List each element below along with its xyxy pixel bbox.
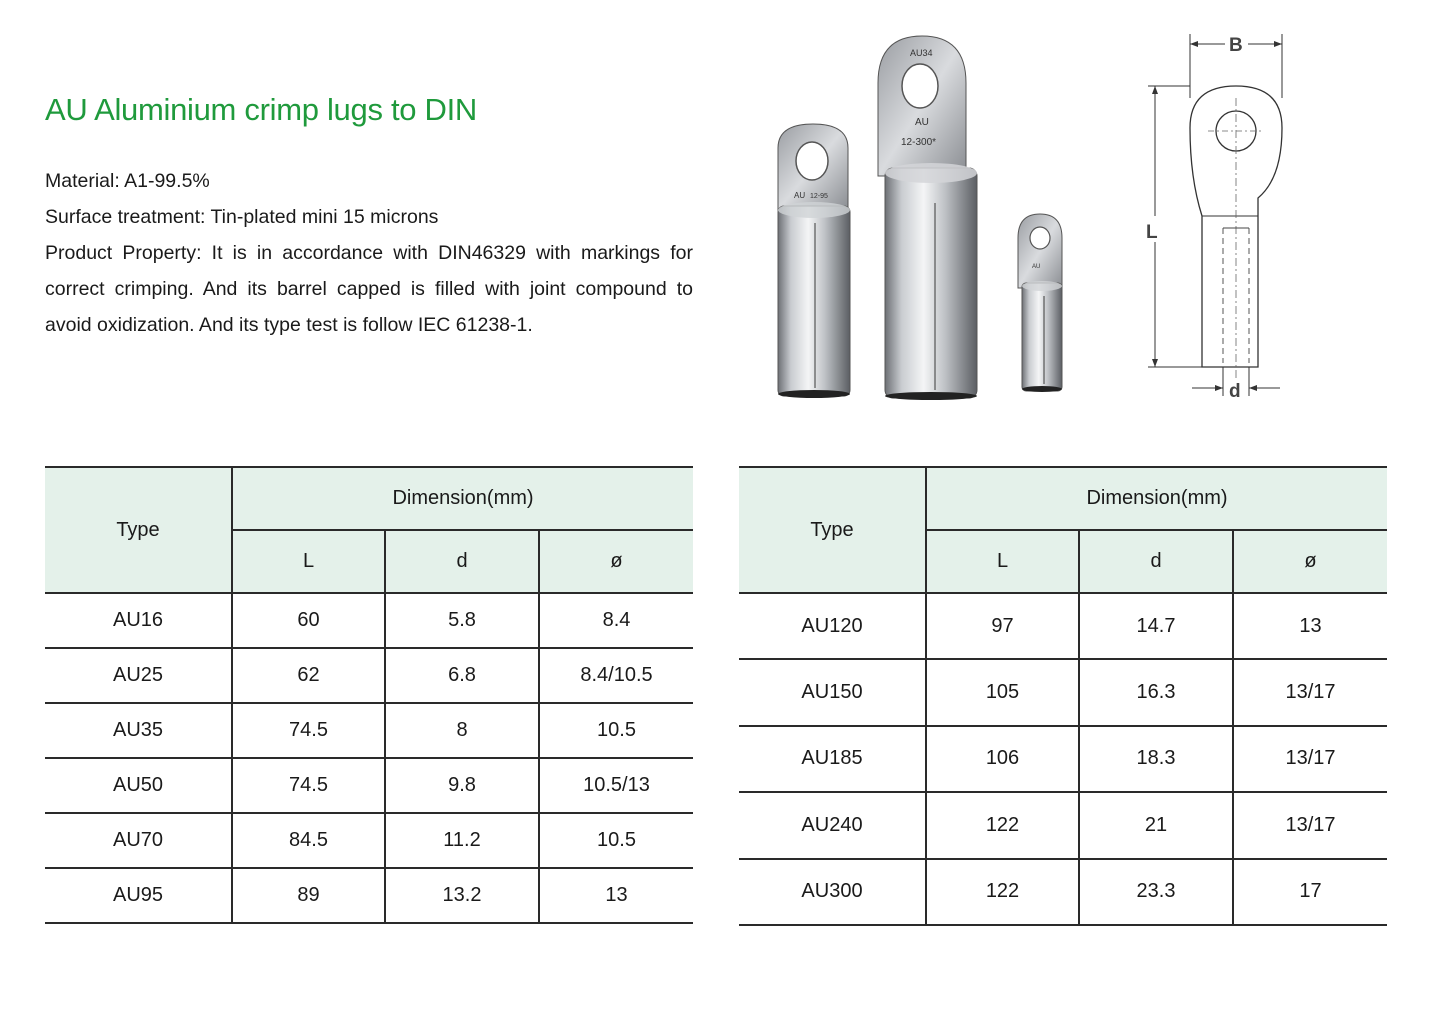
table-row — [739, 593, 1387, 659]
cell-d: 21 — [1079, 792, 1233, 858]
cell-type: AU25 — [45, 648, 232, 703]
dimension-table-left — [45, 466, 693, 924]
cell-d: 9.8 — [385, 758, 539, 813]
cell-l: 62 — [232, 648, 385, 703]
cell-d: 14.7 — [1079, 593, 1233, 659]
table-row — [739, 659, 1387, 725]
cell-type: AU120 — [739, 593, 926, 659]
cell-phi: 8.4 — [539, 593, 693, 648]
cell-l: 122 — [926, 859, 1079, 925]
table-row — [45, 703, 693, 758]
table-row — [739, 859, 1387, 925]
dim-label-d: d — [1229, 381, 1241, 402]
material-text: Material: A1-99.5% — [45, 170, 210, 192]
cell-l: 74.5 — [232, 703, 385, 758]
table-row — [739, 726, 1387, 792]
lug-large — [878, 36, 977, 400]
header-d: d — [1079, 530, 1233, 593]
page-title: AU Aluminium crimp lugs to DIN — [45, 92, 478, 127]
lug-small-mark: AU — [1032, 264, 1041, 270]
header-l: L — [232, 530, 385, 593]
lug-medium-mark: AU — [794, 191, 806, 200]
header-phi: ø — [539, 530, 693, 593]
lugs-photo — [770, 28, 1100, 408]
cell-l: 84.5 — [232, 813, 385, 868]
cell-l: 74.5 — [232, 758, 385, 813]
table-row — [45, 758, 693, 813]
cell-l: 106 — [926, 726, 1079, 792]
lug-medium-mark-2: 12-95 — [810, 193, 828, 200]
lug-large-mark-2: AU — [915, 117, 929, 128]
cell-phi: 10.5 — [539, 813, 693, 868]
cell-d: 5.8 — [385, 593, 539, 648]
dim-label-b: B — [1229, 35, 1243, 56]
dimension-drawing — [1130, 28, 1300, 408]
table-row — [45, 593, 693, 648]
cell-d: 8 — [385, 703, 539, 758]
cell-phi: 13/17 — [1233, 792, 1387, 858]
header-l: L — [926, 530, 1079, 593]
cell-type: AU70 — [45, 813, 232, 868]
lug-medium — [778, 124, 850, 398]
table-row — [45, 868, 693, 923]
table-row — [45, 648, 693, 703]
product-property-text: Product Property: It is in accordance with DIN46329 with markings for correct crimping. And its barrel capped is filled with joint compound to avoid oxidization. And its type test is follow IEC 61238-1. — [45, 242, 693, 336]
cell-phi: 10.5/13 — [539, 758, 693, 813]
cell-phi: 8.4/10.5 — [539, 648, 693, 703]
header-phi: ø — [1233, 530, 1387, 593]
cell-type: AU35 — [45, 703, 232, 758]
cell-l: 122 — [926, 792, 1079, 858]
cell-type: AU300 — [739, 859, 926, 925]
cell-d: 23.3 — [1079, 859, 1233, 925]
header-type: Type — [739, 467, 926, 593]
header-type: Type — [45, 467, 232, 593]
surface-treatment-text: Surface treatment: Tin-plated mini 15 microns — [45, 206, 439, 228]
cell-phi: 13/17 — [1233, 726, 1387, 792]
table-row — [45, 813, 693, 868]
cell-d: 13.2 — [385, 868, 539, 923]
dim-label-l: L — [1146, 222, 1158, 243]
lug-large-mark-3: 12-300* — [901, 137, 937, 148]
header-dimension: Dimension(mm) — [232, 467, 693, 530]
cell-phi: 10.5 — [539, 703, 693, 758]
cell-phi: 13/17 — [1233, 659, 1387, 725]
cell-phi: 17 — [1233, 859, 1387, 925]
cell-l: 60 — [232, 593, 385, 648]
table-row — [739, 792, 1387, 858]
cell-d: 16.3 — [1079, 659, 1233, 725]
cell-d: 18.3 — [1079, 726, 1233, 792]
header-d: d — [385, 530, 539, 593]
lug-small — [1018, 214, 1062, 392]
cell-type: AU50 — [45, 758, 232, 813]
cell-type: AU240 — [739, 792, 926, 858]
lug-large-mark-1: AU34 — [910, 48, 933, 58]
header-dimension: Dimension(mm) — [926, 467, 1387, 530]
dimension-table-right — [739, 466, 1387, 926]
product-description — [45, 163, 693, 343]
cell-type: AU150 — [739, 659, 926, 725]
cell-l: 97 — [926, 593, 1079, 659]
cell-type: AU95 — [45, 868, 232, 923]
cell-phi: 13 — [539, 868, 693, 923]
cell-d: 6.8 — [385, 648, 539, 703]
cell-type: AU16 — [45, 593, 232, 648]
cell-phi: 13 — [1233, 593, 1387, 659]
cell-d: 11.2 — [385, 813, 539, 868]
cell-type: AU185 — [739, 726, 926, 792]
cell-l: 105 — [926, 659, 1079, 725]
cell-l: 89 — [232, 868, 385, 923]
